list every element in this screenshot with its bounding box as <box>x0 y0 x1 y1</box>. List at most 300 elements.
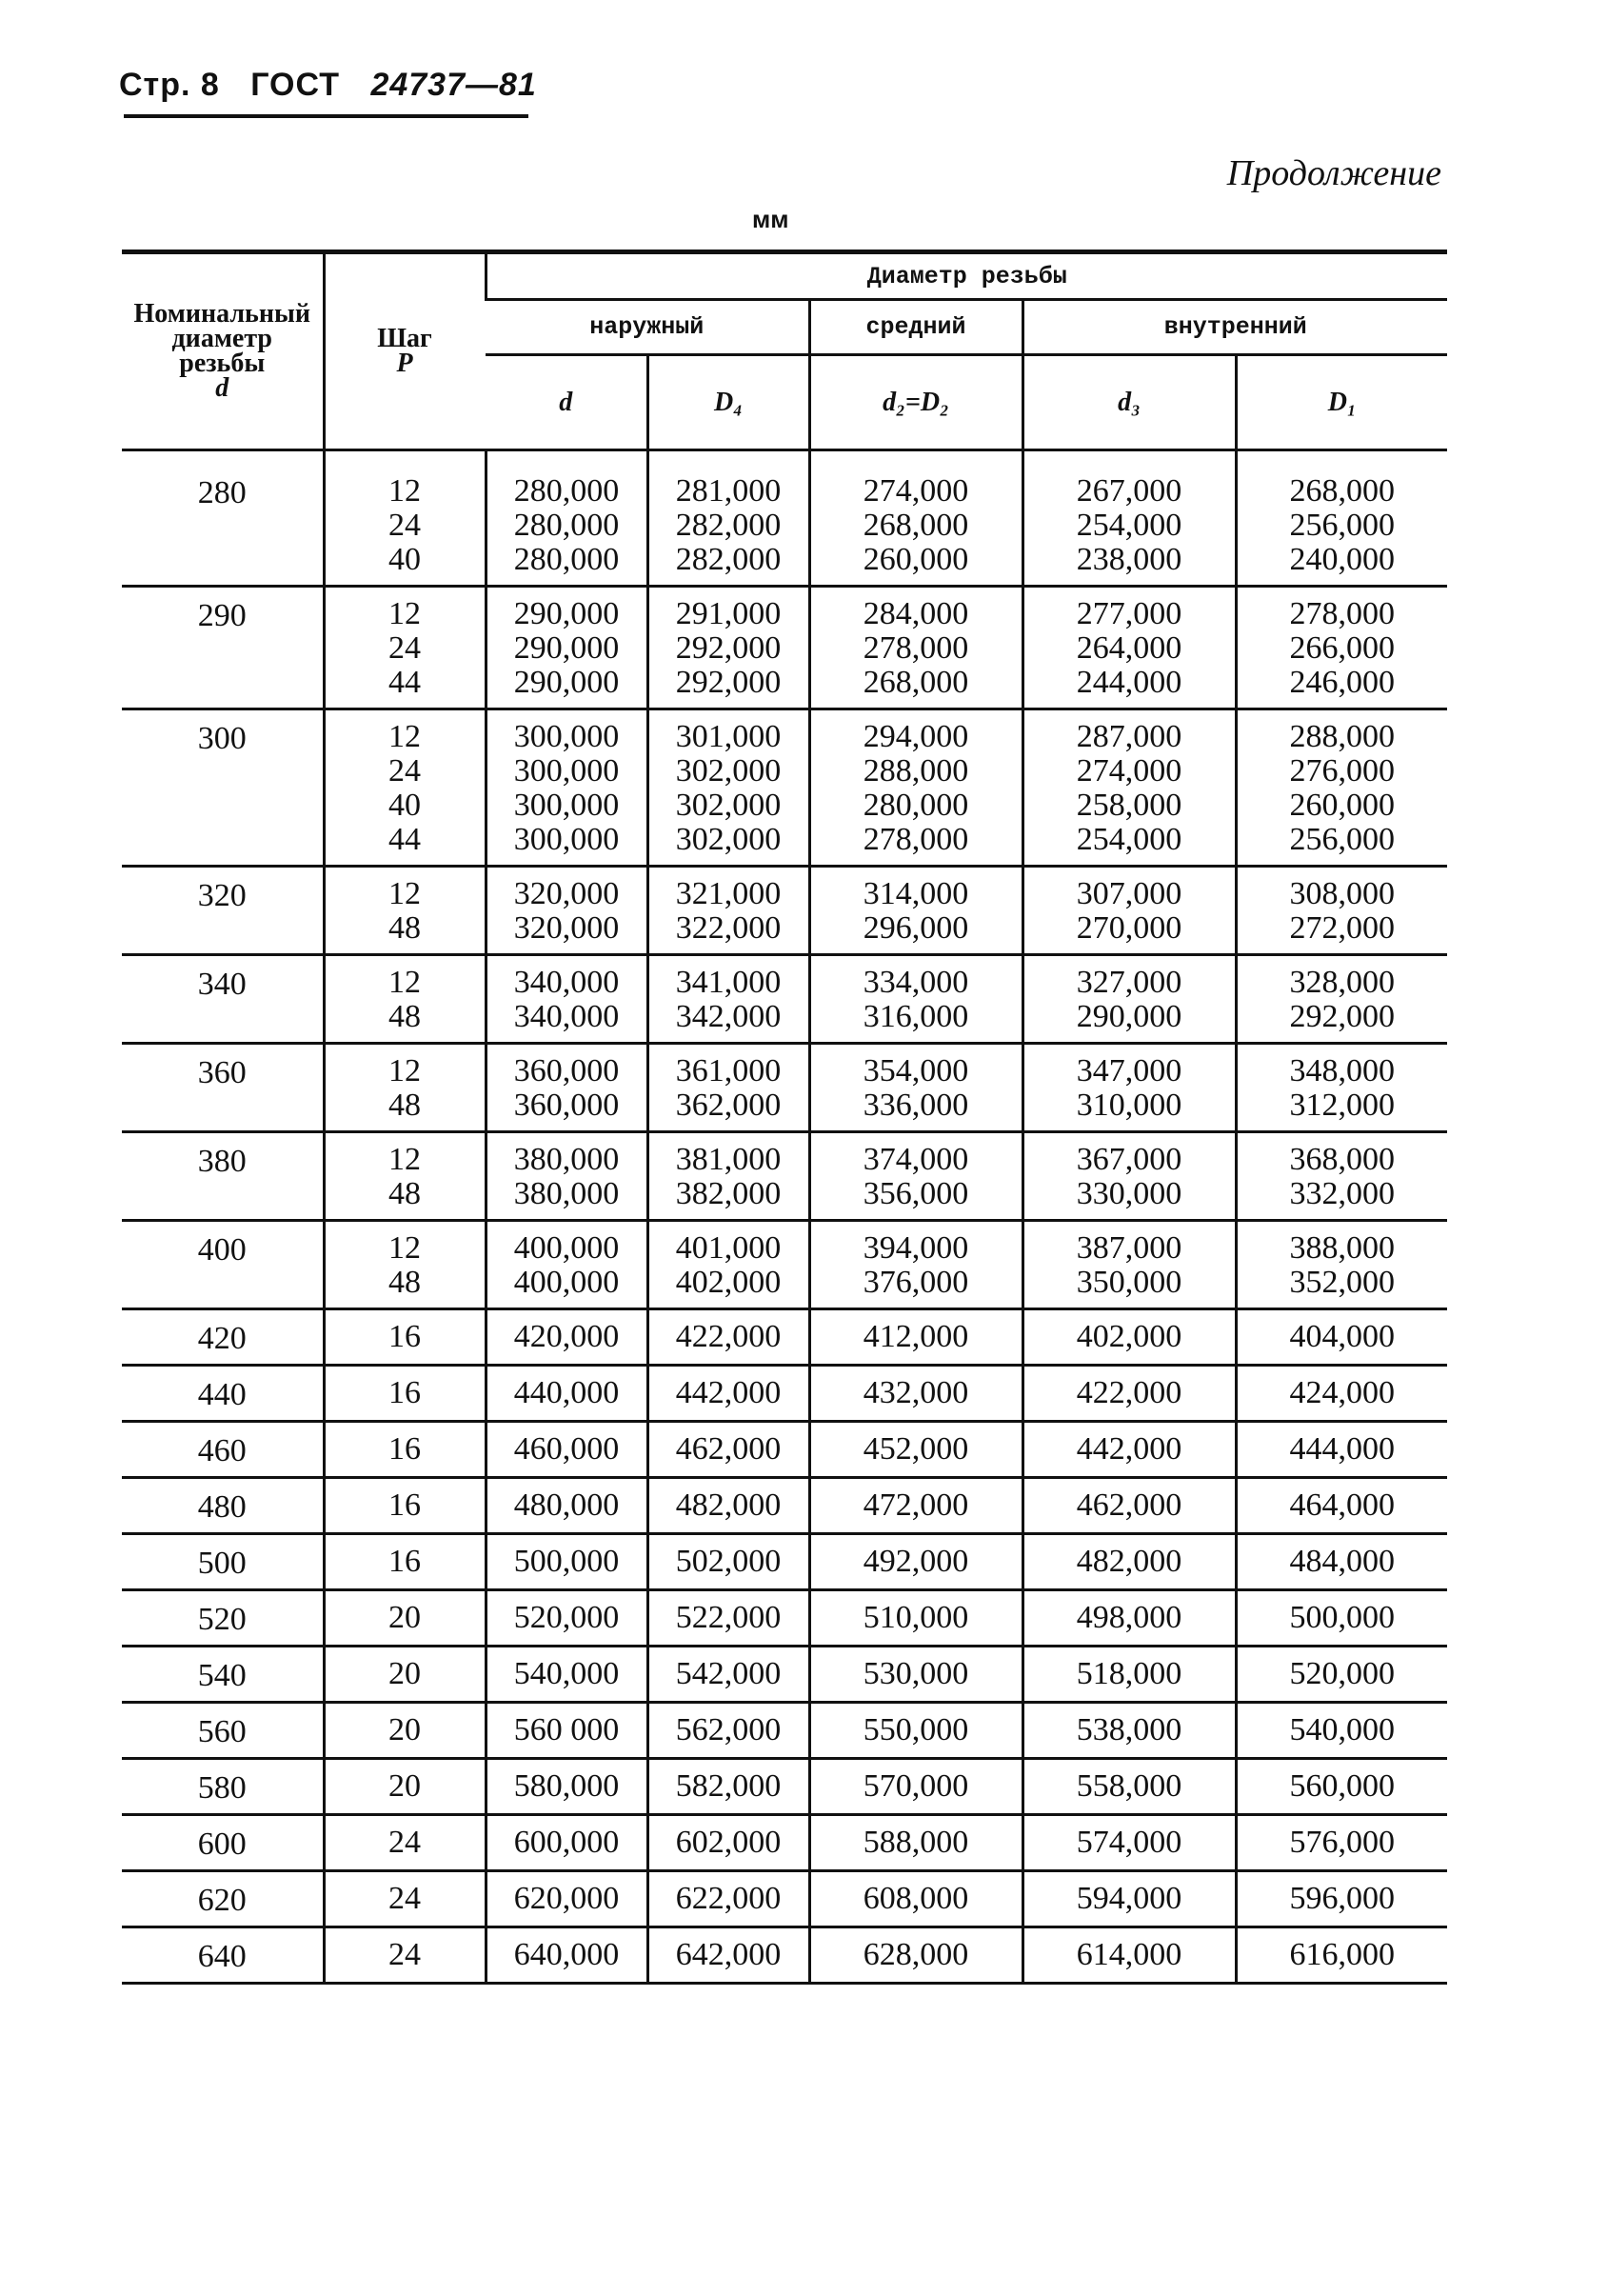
nominal-diameter-cell: 460 <box>122 1422 324 1478</box>
value: 404,000 <box>1289 1319 1396 1354</box>
header-sym-D1: D₁ <box>1236 355 1447 450</box>
value: 582,000 <box>675 1768 782 1804</box>
outer-d-cell <box>486 1044 647 1132</box>
value: 12 <box>388 1053 421 1088</box>
value: 280,000 <box>863 788 969 823</box>
value: 348,000 <box>1289 1053 1396 1088</box>
outer-d-cell <box>486 1703 647 1759</box>
value: 24 <box>388 508 421 543</box>
inner-d3-cell <box>1022 1478 1236 1534</box>
value: 258,000 <box>1076 788 1182 823</box>
pitch-cell <box>324 1309 486 1366</box>
inner-D1-cell <box>1236 587 1447 709</box>
nominal-diameter-cell: 480 <box>122 1478 324 1534</box>
table-row <box>122 1647 1447 1703</box>
pitch-cell <box>324 867 486 955</box>
value: 628,000 <box>863 1937 969 1972</box>
value: 300,000 <box>513 719 620 754</box>
value: 588,000 <box>863 1825 969 1860</box>
table-row <box>122 709 1447 867</box>
inner-D1-cell <box>1236 955 1447 1044</box>
middle-d2-cell <box>809 1815 1022 1871</box>
nominal-diameter-cell: 400 <box>122 1221 324 1309</box>
value: 256,000 <box>1289 508 1396 543</box>
pitch-cell <box>324 1703 486 1759</box>
unit-label: мм <box>752 205 789 233</box>
pitch-cell <box>324 1366 486 1422</box>
page-header <box>119 67 558 104</box>
value: 394,000 <box>863 1230 969 1266</box>
value: 12 <box>388 876 421 911</box>
value: 622,000 <box>675 1881 782 1916</box>
value: 292,000 <box>675 630 782 666</box>
outer-D4-cell <box>647 955 809 1044</box>
value: 580,000 <box>513 1768 620 1804</box>
standard-label: ГОСТ <box>250 67 340 103</box>
middle-d2-cell <box>809 1703 1022 1759</box>
table-row <box>122 1590 1447 1647</box>
value: 480,000 <box>513 1487 620 1523</box>
inner-d3-cell <box>1022 1759 1236 1815</box>
value: 280,000 <box>513 508 620 543</box>
value: 12 <box>388 1230 421 1266</box>
value: 20 <box>388 1600 421 1635</box>
value: 360,000 <box>513 1088 620 1123</box>
outer-d-cell <box>486 1534 647 1590</box>
value: 282,000 <box>675 542 782 577</box>
pitch-cell <box>324 1422 486 1478</box>
value: 16 <box>388 1319 421 1354</box>
value: 300,000 <box>513 753 620 789</box>
middle-d2-cell <box>809 1422 1022 1478</box>
table-row <box>122 465 1447 587</box>
value: 642,000 <box>675 1937 782 1972</box>
value: 520,000 <box>1289 1656 1396 1691</box>
value: 12 <box>388 965 421 1000</box>
pitch-cell <box>324 709 486 867</box>
value: 382,000 <box>675 1176 782 1211</box>
value: 520,000 <box>513 1600 620 1635</box>
value: 238,000 <box>1076 542 1182 577</box>
pitch-cell <box>324 1478 486 1534</box>
middle-d2-cell <box>809 1478 1022 1534</box>
value: 48 <box>388 1088 421 1123</box>
inner-D1-cell <box>1236 1366 1447 1422</box>
value: 380,000 <box>513 1142 620 1177</box>
value: 291,000 <box>675 596 782 631</box>
nominal-diameter-cell: 280 <box>122 465 324 587</box>
pitch-cell <box>324 1044 486 1132</box>
value: 452,000 <box>863 1431 969 1467</box>
table-row <box>122 1759 1447 1815</box>
header-sym-d3: d₃ <box>1022 355 1236 450</box>
value: 277,000 <box>1076 596 1182 631</box>
inner-D1-cell <box>1236 1815 1447 1871</box>
value: 48 <box>388 1265 421 1300</box>
value: 268,000 <box>863 508 969 543</box>
value: 510,000 <box>863 1600 969 1635</box>
inner-D1-cell <box>1236 1703 1447 1759</box>
outer-d-cell <box>486 465 647 587</box>
inner-d3-cell <box>1022 587 1236 709</box>
continuation-label: Продолжение <box>1226 153 1441 193</box>
value: 24 <box>388 1881 421 1916</box>
value: 484,000 <box>1289 1544 1396 1579</box>
middle-d2-cell <box>809 1647 1022 1703</box>
inner-d3-cell <box>1022 1132 1236 1221</box>
thread-diameter-table <box>122 250 1447 1985</box>
pitch-cell <box>324 1590 486 1647</box>
value: 347,000 <box>1076 1053 1182 1088</box>
value: 272,000 <box>1289 910 1396 946</box>
middle-d2-cell <box>809 1221 1022 1309</box>
value: 341,000 <box>675 965 782 1000</box>
value: 44 <box>388 665 421 700</box>
value: 288,000 <box>863 753 969 789</box>
value: 278,000 <box>863 630 969 666</box>
value: 332,000 <box>1289 1176 1396 1211</box>
value: 302,000 <box>675 753 782 789</box>
value: 301,000 <box>675 719 782 754</box>
outer-d-cell <box>486 1759 647 1815</box>
pitch-cell <box>324 1221 486 1309</box>
table-row <box>122 1044 1447 1132</box>
value: 442,000 <box>1076 1431 1182 1467</box>
value: 402,000 <box>675 1265 782 1300</box>
inner-D1-cell <box>1236 1590 1447 1647</box>
inner-D1-cell <box>1236 1478 1447 1534</box>
value: 440,000 <box>513 1375 620 1410</box>
inner-D1-cell <box>1236 1534 1447 1590</box>
value: 12 <box>388 473 421 509</box>
value: 336,000 <box>863 1088 969 1123</box>
middle-d2-cell <box>809 1590 1022 1647</box>
value: 594,000 <box>1076 1881 1182 1916</box>
value: 570,000 <box>863 1768 969 1804</box>
outer-d-cell <box>486 1590 647 1647</box>
header-outer: наружный <box>486 300 809 355</box>
standard-number: 24737—81 <box>370 67 537 103</box>
value: 314,000 <box>863 876 969 911</box>
value: 388,000 <box>1289 1230 1396 1266</box>
nominal-diameter-cell: 500 <box>122 1534 324 1590</box>
inner-d3-cell <box>1022 1422 1236 1478</box>
outer-D4-cell <box>647 709 809 867</box>
pitch-cell <box>324 1647 486 1703</box>
value: 288,000 <box>1289 719 1396 754</box>
value: 266,000 <box>1289 630 1396 666</box>
value: 472,000 <box>863 1487 969 1523</box>
middle-d2-cell <box>809 867 1022 955</box>
value: 560 000 <box>513 1712 620 1747</box>
value: 482,000 <box>675 1487 782 1523</box>
nominal-diameter-cell: 620 <box>122 1871 324 1927</box>
value: 48 <box>388 1176 421 1211</box>
outer-d-cell <box>486 1647 647 1703</box>
header-inner: внутренний <box>1022 300 1447 355</box>
inner-d3-cell <box>1022 1815 1236 1871</box>
nominal-diameter-cell: 440 <box>122 1366 324 1422</box>
middle-d2-cell <box>809 587 1022 709</box>
value: 380,000 <box>513 1176 620 1211</box>
table-row <box>122 1815 1447 1871</box>
value: 20 <box>388 1656 421 1691</box>
value: 244,000 <box>1076 665 1182 700</box>
inner-d3-cell <box>1022 1534 1236 1590</box>
value: 574,000 <box>1076 1825 1182 1860</box>
value: 330,000 <box>1076 1176 1182 1211</box>
table-row <box>122 867 1447 955</box>
inner-d3-cell <box>1022 1044 1236 1132</box>
value: 254,000 <box>1076 822 1182 857</box>
table-row <box>122 1534 1447 1590</box>
inner-D1-cell <box>1236 1927 1447 1984</box>
value: 302,000 <box>675 822 782 857</box>
value: 260,000 <box>1289 788 1396 823</box>
value: 402,000 <box>1076 1319 1182 1354</box>
value: 560,000 <box>1289 1768 1396 1804</box>
value: 24 <box>388 1937 421 1972</box>
value: 16 <box>388 1431 421 1467</box>
nominal-diameter-cell: 600 <box>122 1815 324 1871</box>
value: 387,000 <box>1076 1230 1182 1266</box>
value: 361,000 <box>675 1053 782 1088</box>
value: 322,000 <box>675 910 782 946</box>
middle-d2-cell <box>809 1759 1022 1815</box>
header-sym-D4: D₄ <box>647 355 809 450</box>
value: 614,000 <box>1076 1937 1182 1972</box>
value: 48 <box>388 999 421 1034</box>
value: 290,000 <box>1076 999 1182 1034</box>
outer-d-cell <box>486 1927 647 1984</box>
value: 550,000 <box>863 1712 969 1747</box>
value: 290,000 <box>513 596 620 631</box>
value: 320,000 <box>513 876 620 911</box>
value: 422,000 <box>675 1319 782 1354</box>
value: 44 <box>388 822 421 857</box>
nominal-diameter-cell: 640 <box>122 1927 324 1984</box>
pitch-cell <box>324 1871 486 1927</box>
value: 640,000 <box>513 1937 620 1972</box>
value: 442,000 <box>675 1375 782 1410</box>
table-row <box>122 1132 1447 1221</box>
value: 354,000 <box>863 1053 969 1088</box>
value: 374,000 <box>863 1142 969 1177</box>
middle-d2-cell <box>809 465 1022 587</box>
value: 576,000 <box>1289 1825 1396 1860</box>
value: 420,000 <box>513 1319 620 1354</box>
value: 464,000 <box>1289 1487 1396 1523</box>
value: 432,000 <box>863 1375 969 1410</box>
value: 310,000 <box>1076 1088 1182 1123</box>
outer-d-cell <box>486 1422 647 1478</box>
value: 400,000 <box>513 1230 620 1266</box>
pitch-cell <box>324 1132 486 1221</box>
outer-d-cell <box>486 1815 647 1871</box>
value: 540,000 <box>513 1656 620 1691</box>
value: 254,000 <box>1076 508 1182 543</box>
value: 300,000 <box>513 822 620 857</box>
value: 290,000 <box>513 630 620 666</box>
value: 376,000 <box>863 1265 969 1300</box>
value: 444,000 <box>1289 1431 1396 1467</box>
inner-D1-cell <box>1236 867 1447 955</box>
value: 381,000 <box>675 1142 782 1177</box>
outer-d-cell <box>486 709 647 867</box>
middle-d2-cell <box>809 1366 1022 1422</box>
outer-d-cell <box>486 1132 647 1221</box>
outer-d-cell <box>486 587 647 709</box>
value: 620,000 <box>513 1881 620 1916</box>
value: 267,000 <box>1076 473 1182 509</box>
outer-D4-cell <box>647 1871 809 1927</box>
outer-D4-cell <box>647 1647 809 1703</box>
value: 24 <box>388 630 421 666</box>
middle-d2-cell <box>809 709 1022 867</box>
value: 292,000 <box>675 665 782 700</box>
value: 350,000 <box>1076 1265 1182 1300</box>
inner-d3-cell <box>1022 867 1236 955</box>
inner-d3-cell <box>1022 1221 1236 1309</box>
outer-D4-cell <box>647 1815 809 1871</box>
inner-d3-cell <box>1022 1647 1236 1703</box>
value: 538,000 <box>1076 1712 1182 1747</box>
value: 340,000 <box>513 999 620 1034</box>
pitch-cell <box>324 1759 486 1815</box>
pitch-cell <box>324 1534 486 1590</box>
value: 616,000 <box>1289 1937 1396 1972</box>
value: 302,000 <box>675 788 782 823</box>
middle-d2-cell <box>809 1132 1022 1221</box>
table-row <box>122 1703 1447 1759</box>
pitch-cell <box>324 465 486 587</box>
inner-D1-cell <box>1236 465 1447 587</box>
value: 518,000 <box>1076 1656 1182 1691</box>
outer-D4-cell <box>647 867 809 955</box>
value: 422,000 <box>1076 1375 1182 1410</box>
value: 316,000 <box>863 999 969 1034</box>
pitch-cell <box>324 955 486 1044</box>
pitch-cell <box>324 1815 486 1871</box>
value: 296,000 <box>863 910 969 946</box>
header-middle: средний <box>809 300 1022 355</box>
value: 342,000 <box>675 999 782 1034</box>
value: 500,000 <box>513 1544 620 1579</box>
outer-D4-cell <box>647 1366 809 1422</box>
nominal-diameter-cell: 320 <box>122 867 324 955</box>
inner-d3-cell <box>1022 1871 1236 1927</box>
nominal-diameter-cell: 420 <box>122 1309 324 1366</box>
table-row <box>122 1309 1447 1366</box>
value: 328,000 <box>1289 965 1396 1000</box>
outer-d-cell <box>486 1309 647 1366</box>
middle-d2-cell <box>809 1534 1022 1590</box>
value: 334,000 <box>863 965 969 1000</box>
value: 264,000 <box>1076 630 1182 666</box>
inner-d3-cell <box>1022 955 1236 1044</box>
value: 562,000 <box>675 1712 782 1747</box>
value: 24 <box>388 753 421 789</box>
value: 278,000 <box>1289 596 1396 631</box>
value: 412,000 <box>863 1319 969 1354</box>
outer-d-cell <box>486 1871 647 1927</box>
value: 274,000 <box>1076 753 1182 789</box>
value: 368,000 <box>1289 1142 1396 1177</box>
value: 12 <box>388 719 421 754</box>
inner-D1-cell <box>1236 1221 1447 1309</box>
value: 320,000 <box>513 910 620 946</box>
value: 268,000 <box>1289 473 1396 509</box>
value: 16 <box>388 1544 421 1579</box>
value: 280,000 <box>513 473 620 509</box>
inner-d3-cell <box>1022 465 1236 587</box>
nominal-diameter-cell: 580 <box>122 1759 324 1815</box>
value: 280,000 <box>513 542 620 577</box>
value: 284,000 <box>863 596 969 631</box>
value: 321,000 <box>675 876 782 911</box>
outer-D4-cell <box>647 1534 809 1590</box>
header-nominal-diameter: Номинальный диаметр резьбы d <box>122 252 324 450</box>
inner-D1-cell <box>1236 1422 1447 1478</box>
value: 20 <box>388 1768 421 1804</box>
inner-d3-cell <box>1022 1590 1236 1647</box>
value: 240,000 <box>1289 542 1396 577</box>
nominal-diameter-cell: 380 <box>122 1132 324 1221</box>
value: 608,000 <box>863 1881 969 1916</box>
inner-D1-cell <box>1236 1132 1447 1221</box>
value: 356,000 <box>863 1176 969 1211</box>
outer-D4-cell <box>647 1478 809 1534</box>
outer-D4-cell <box>647 1759 809 1815</box>
nominal-diameter-cell: 290 <box>122 587 324 709</box>
middle-d2-cell <box>809 1309 1022 1366</box>
value: 40 <box>388 542 421 577</box>
value: 292,000 <box>1289 999 1396 1034</box>
middle-d2-cell <box>809 1871 1022 1927</box>
value: 270,000 <box>1076 910 1182 946</box>
outer-D4-cell <box>647 587 809 709</box>
value: 256,000 <box>1289 822 1396 857</box>
inner-d3-cell <box>1022 1366 1236 1422</box>
value: 596,000 <box>1289 1881 1396 1916</box>
outer-d-cell <box>486 955 647 1044</box>
inner-D1-cell <box>1236 1759 1447 1815</box>
value: 352,000 <box>1289 1265 1396 1300</box>
nominal-diameter-cell: 560 <box>122 1703 324 1759</box>
value: 246,000 <box>1289 665 1396 700</box>
inner-D1-cell <box>1236 1871 1447 1927</box>
header-thread-diameter: Диаметр резьбы <box>486 252 1447 300</box>
outer-D4-cell <box>647 1422 809 1478</box>
pitch-cell <box>324 1927 486 1984</box>
value: 287,000 <box>1076 719 1182 754</box>
value: 542,000 <box>675 1656 782 1691</box>
middle-d2-cell <box>809 1927 1022 1984</box>
value: 308,000 <box>1289 876 1396 911</box>
value: 522,000 <box>675 1600 782 1635</box>
header-sym-d: d <box>486 355 647 450</box>
value: 401,000 <box>675 1230 782 1266</box>
value: 502,000 <box>675 1544 782 1579</box>
value: 360,000 <box>513 1053 620 1088</box>
inner-d3-cell <box>1022 1309 1236 1366</box>
value: 290,000 <box>513 665 620 700</box>
value: 268,000 <box>863 665 969 700</box>
outer-D4-cell <box>647 1132 809 1221</box>
value: 327,000 <box>1076 965 1182 1000</box>
header-rule <box>124 114 528 118</box>
value: 40 <box>388 788 421 823</box>
